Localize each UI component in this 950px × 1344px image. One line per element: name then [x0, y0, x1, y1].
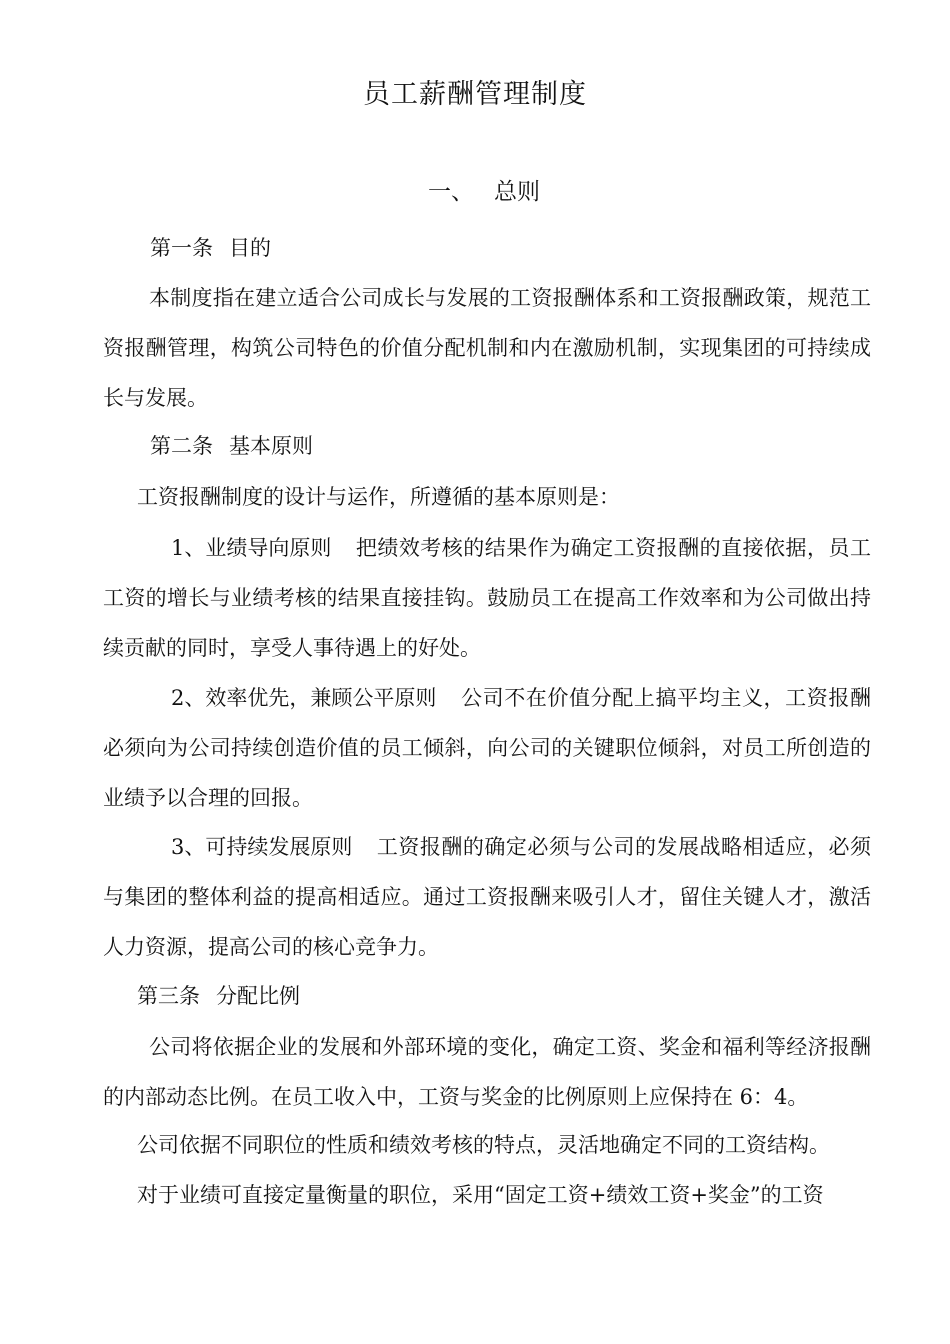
- section-name: 总则: [494, 179, 540, 205]
- article-3-paragraph-1: 公司将依据企业的发展和外部环境的变化，确定工资、奖金和福利等经济报酬的内部动态比例。在员工收入中，工资与奖金的比例原则上应保持在 6：4。: [103, 1035, 871, 1109]
- principle-3: [103, 822, 871, 972]
- article-1-label: 第一条: [150, 236, 213, 260]
- article-2-name: 基本原则: [229, 434, 313, 458]
- article-3-paragraph-3: 对于业绩可直接定量衡量的职位，采用“固定工资+绩效工资+奖金”的工资: [137, 1183, 824, 1207]
- article-2-intro: 工资报酬制度的设计与运作，所遵循的基本原则是：: [137, 485, 620, 509]
- principle-2: [103, 673, 871, 823]
- principle-2-text: 公司不在价值分配上搞平均主义，工资报酬必须向为公司持续创造价值的员工倾斜，向公司的关键职位倾斜，对员工所创造的业绩予以合理的回报。: [103, 686, 871, 810]
- principle-2-lead: 2、效率优先，兼顾公平原则: [171, 686, 437, 710]
- section-number: 一、: [428, 179, 474, 205]
- article-2-heading: [150, 431, 313, 461]
- article-3-name: 分配比例: [216, 984, 300, 1008]
- article-3-paragraph-2: 公司依据不同职位的性质和绩效考核的特点，灵活地确定不同的工资结构。: [137, 1133, 830, 1157]
- document-title: 员工薪酬管理制度: [363, 79, 587, 110]
- principle-1: [103, 523, 871, 673]
- article-1-body: 本制度指在建立适合公司成长与发展的工资报酬体系和工资报酬政策，规范工资报酬管理，构筑公司特色的价值分配机制和内在激励机制，实现集团的可持续成长与发展。: [103, 286, 871, 410]
- principle-3-lead: 3、可持续发展原则: [171, 835, 353, 859]
- article-3-heading: [137, 981, 300, 1011]
- principle-1-text: 把绩效考核的结果作为确定工资报酬的直接依据，员工工资的增长与业绩考核的结果直接挂钩。鼓励员工在提高工作效率和为公司做出持续贡献的同时，享受人事待遇上的好处。: [103, 536, 871, 660]
- article-1-name: 目的: [229, 236, 271, 260]
- article-2-label: 第二条: [150, 434, 213, 458]
- article-3-label: 第三条: [137, 984, 200, 1008]
- principle-1-lead: 1、业绩导向原则: [171, 536, 332, 560]
- section-heading: [428, 172, 540, 212]
- article-1-heading: [150, 233, 271, 263]
- principle-3-text: 工资报酬的确定必须与公司的发展战略相适应，必须与集团的整体利益的提高相适应。通过工资报酬来吸引人才，留住关键人才，激活人力资源，提高公司的核心竞争力。: [103, 835, 871, 959]
